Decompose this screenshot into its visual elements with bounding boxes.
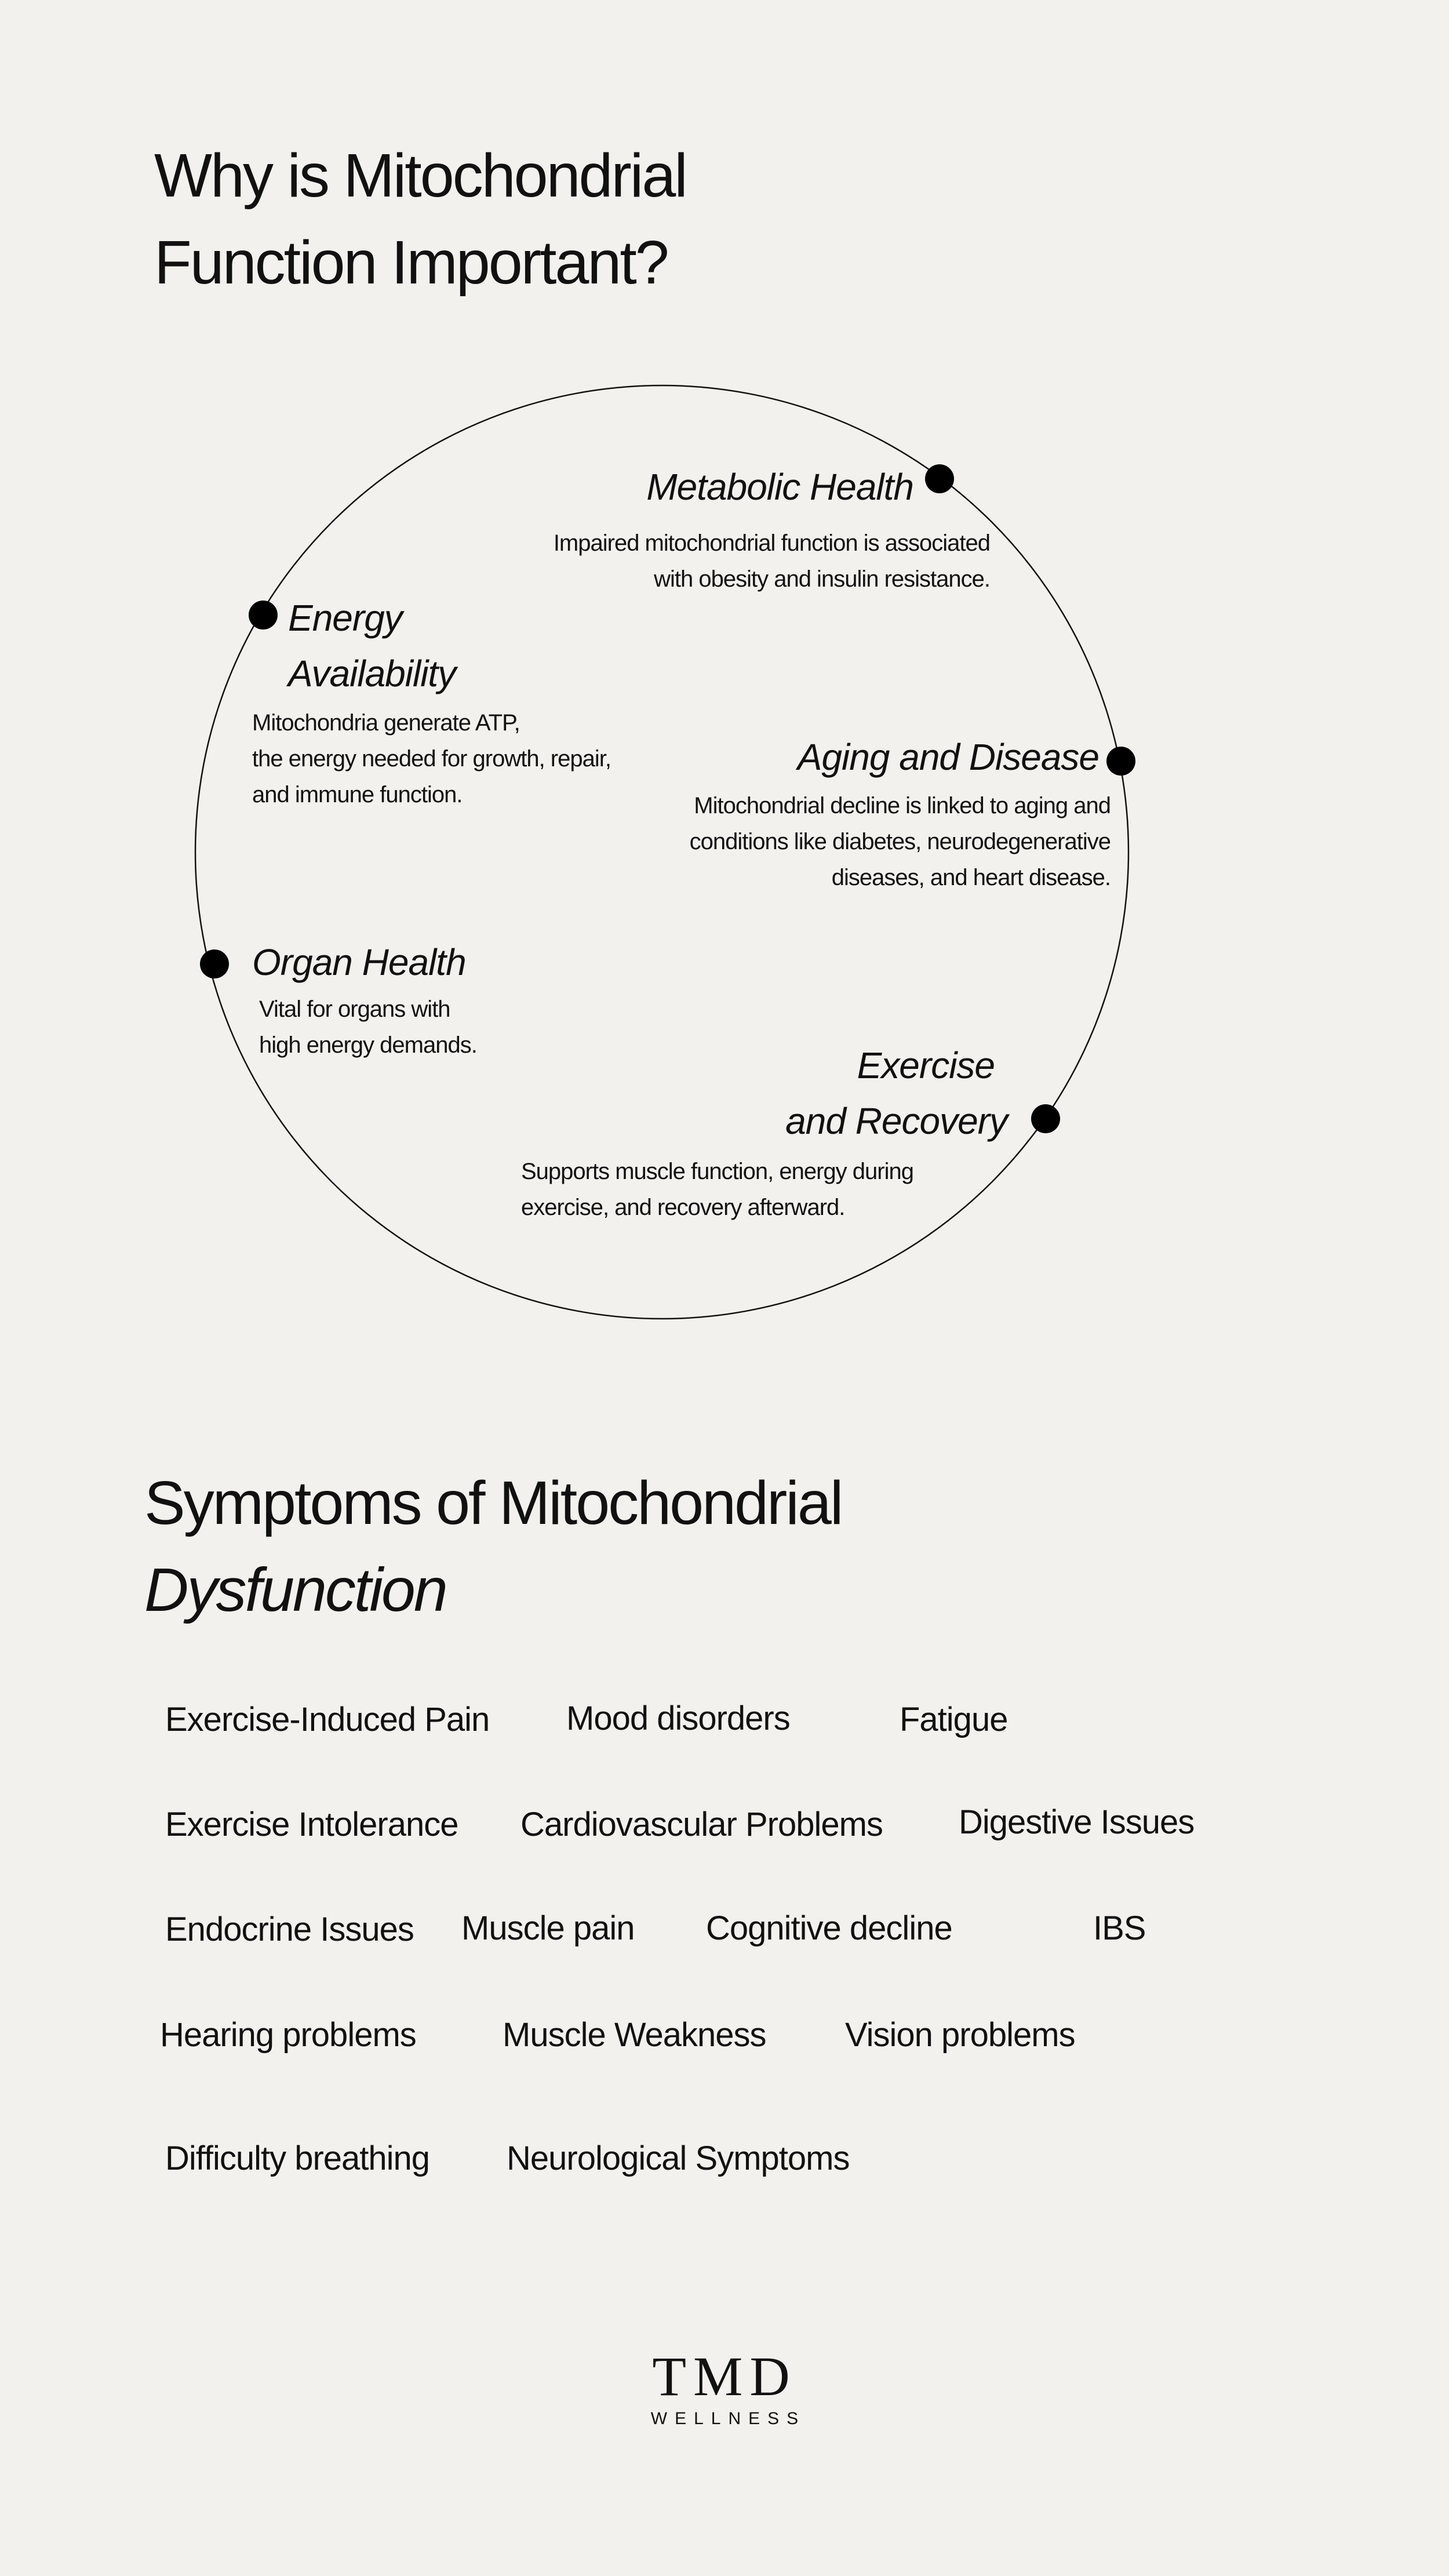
symptom-item: Exercise-Induced Pain — [165, 1701, 490, 1738]
metabolic-health-dot — [925, 464, 954, 493]
section-title-importance: Why is Mitochondrial Function Important? — [154, 141, 686, 297]
symptom-item: Mood disorders — [566, 1700, 790, 1737]
metabolic-health-desc: Impaired mitochondrial function is associated with obesity and insulin resistance. — [553, 530, 990, 592]
organ-health-dot — [200, 949, 229, 978]
aging-disease-dot — [1106, 747, 1135, 776]
energy-availability-title: Energy Availability — [288, 597, 456, 694]
organ-health-desc: Vital for organs with high energy demands. — [259, 996, 477, 1058]
symptom-item: Digestive Issues — [959, 1803, 1195, 1841]
brand-logo — [609, 2345, 840, 2429]
symptom-item: IBS — [1093, 1909, 1146, 1947]
symptom-item: Muscle Weakness — [503, 2016, 766, 2054]
symptom-item: Difficulty breathing — [165, 2140, 430, 2177]
organ-health-title: Organ Health — [252, 941, 466, 983]
section-title-symptoms: Symptoms of Mitochondrial Dysfunction — [144, 1469, 842, 1624]
symptom-item: Fatigue — [900, 1701, 1008, 1738]
symptom-item: Muscle pain — [461, 1909, 635, 1947]
energy-availability-dot — [249, 601, 278, 630]
brand-logo-subtitle: WELLNESS — [650, 2409, 806, 2428]
energy-availability-desc: Mitochondria generate ATP, the energy needed for growth, repair, and immune function. — [252, 710, 611, 807]
symptom-item: Vision problems — [845, 2016, 1075, 2054]
symptom-item: Neurological Symptoms — [507, 2140, 850, 2177]
symptom-item: Cardiovascular Problems — [520, 1806, 883, 1843]
symptom-item: Endocrine Issues — [165, 1911, 414, 1948]
exercise-recovery-dot — [1031, 1104, 1060, 1133]
symptom-item: Cognitive decline — [706, 1909, 952, 1947]
exercise-recovery-desc: Supports muscle function, energy during exercise, and recovery afterward. — [521, 1159, 913, 1220]
brand-logo-mark: TMD — [652, 2345, 797, 2407]
exercise-recovery-title: Exercise and Recovery — [785, 1045, 1007, 1142]
symptom-item: Hearing problems — [160, 2016, 416, 2054]
symptom-item: Exercise Intolerance — [165, 1806, 458, 1843]
aging-disease-title: Aging and Disease — [797, 736, 1099, 778]
metabolic-health-title: Metabolic Health — [646, 466, 913, 508]
aging-disease-desc: Mitochondrial decline is linked to aging and conditions like diabetes, neurodegenerative diseases, and heart disease. — [689, 793, 1111, 890]
